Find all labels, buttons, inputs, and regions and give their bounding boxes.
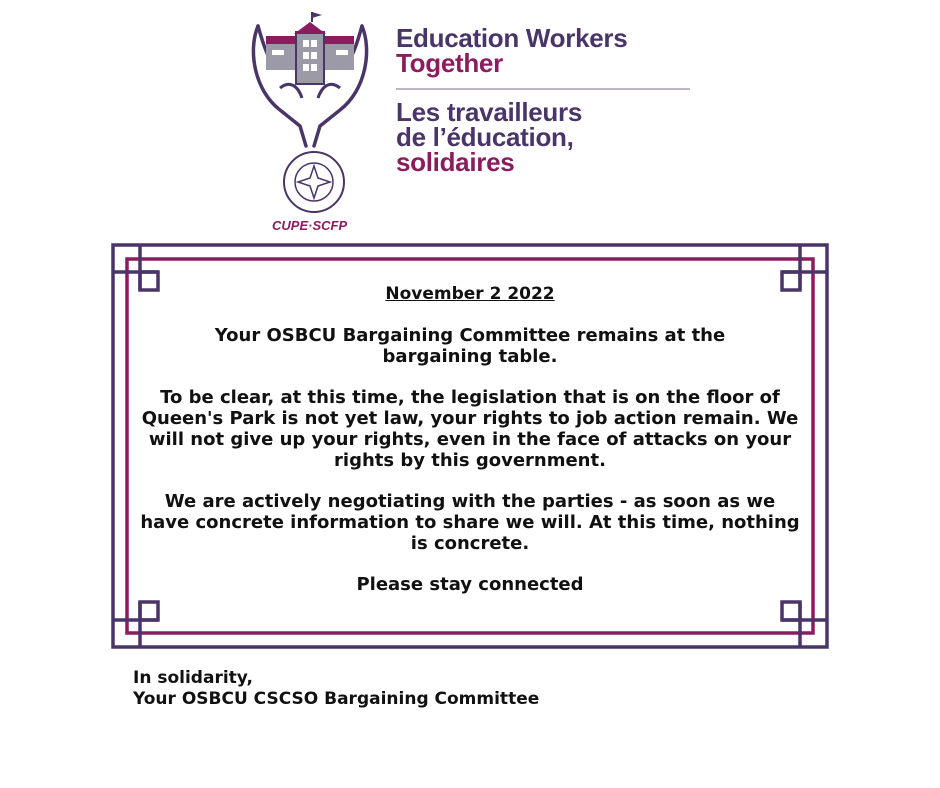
signoff-line-1: In solidarity, (133, 668, 253, 688)
brand-fr-line2: de l’éducation, (396, 122, 574, 152)
brand-fr-line1: Les travailleurs (396, 97, 582, 127)
signoff-line-2: Your OSBCU CSCSO Bargaining Committee (133, 689, 540, 709)
notice-body (128, 284, 812, 615)
notice-paragraph-2: To be clear, at this time, the legislation that is on the floor of Queen's Park is not yet law, your rights to job action remain. We will not give up your rights, even in the face of attacks on your rights by this government. (141, 387, 799, 471)
brand-en-line1: Education Workers (396, 23, 628, 53)
union-name: CUPE·SCFP (272, 218, 348, 233)
signoff (133, 668, 539, 710)
brand-fr-line3: solidaires (396, 147, 515, 177)
notice-paragraph-3: We are actively negotiating with the parties - as soon as we have concrete information to share we will. At this time, nothing is concrete. (140, 491, 800, 554)
notice-paragraph-1: Your OSBCU Bargaining Committee remains at the bargaining table. (214, 325, 726, 367)
brand-en-line2: Together (396, 48, 503, 78)
notice-paragraph-4: Please stay connected (356, 574, 584, 595)
notice-date: November 2 2022 (385, 284, 555, 304)
